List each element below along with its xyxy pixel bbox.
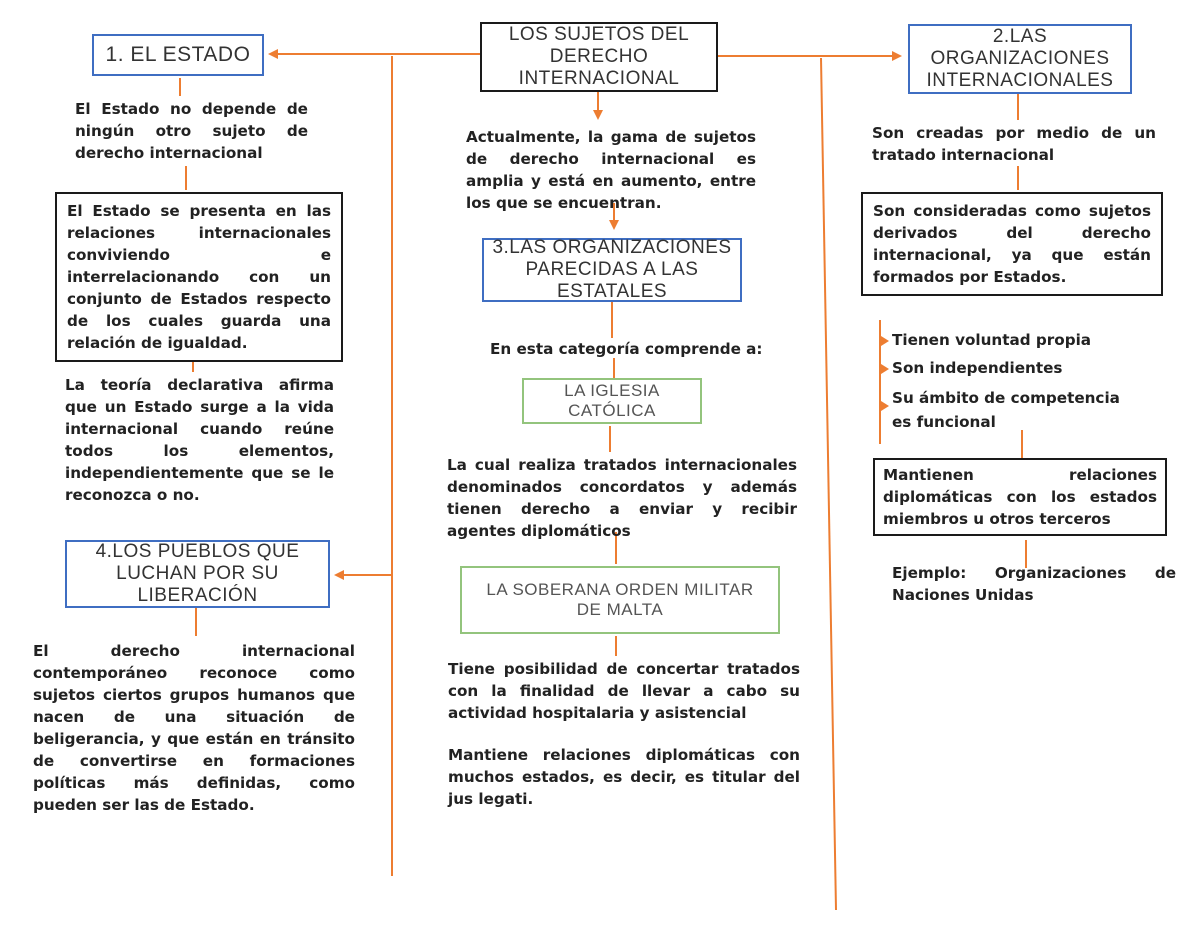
bullet-item: Son independientes (881, 358, 1062, 378)
pueblos-node (65, 540, 330, 608)
root-node (480, 22, 718, 92)
bullet-item: Tienen voluntad propia (881, 330, 1091, 350)
organizaciones-note-3: Mantienen relaciones diplomáticas con los estados miembros u otros terceros (873, 458, 1167, 536)
arrow-bullet-icon (881, 336, 889, 346)
pueblos-title: 4.LOS PUEBLOS QUE LUCHAN POR SU LIBERACIÓN (95, 541, 300, 606)
categoria-label: En esta categoría comprende a: (490, 340, 763, 358)
malta-note-2: Mantiene relaciones diplomáticas con muchos estados, es decir, es titular del jus legati. (448, 746, 800, 808)
estado-note-3: La teoría declarativa afirma que un Estado surge a la vida internacional cuando reúne todos los elementos, independientemente que se le reconozca o no. (65, 376, 334, 504)
arrow-bullet-icon (881, 364, 889, 374)
pueblos-note-1: El derecho internacional contemporáneo reconoce como sujetos ciertos grupos humanos que nacen de una situación de beligerancia, y que están en tránsito de convertirse en formaciones políticas más definidas, como pueden ser las de Estado. (33, 642, 355, 814)
vertical-line-right (821, 58, 836, 910)
iglesia-title: LA IGLESIA CATÓLICA (564, 381, 660, 420)
estado-title: 1. EL ESTADO (105, 42, 251, 66)
bullet-item: Su ámbito de competencia es funcional (881, 386, 1143, 434)
arrow-bullet-icon (881, 401, 889, 411)
malta-title: LA SOBERANA ORDEN MILITAR DE MALTA (486, 580, 754, 619)
estado-note-1: El Estado no depende de ningún otro sujeto de derecho internacional (75, 100, 308, 162)
organizaciones-title: 2.LAS ORGANIZACIONES INTERNACIONALES (926, 26, 1114, 91)
malta-note-1: Tiene posibilidad de concertar tratados con la finalidad de llevar a cabo su actividad hospitalaria y asistencial (448, 660, 800, 722)
root-title: LOS SUJETOS DEL DERECHO INTERNACIONAL (508, 24, 690, 89)
iglesia-note: La cual realiza tratados internacionales denominados concordatos y además tienen derecho a enviar y recibir agentes diplomáticos (447, 456, 797, 540)
ejemplo-text: Ejemplo: Organizaciones de Naciones Unidas (892, 564, 1176, 604)
iglesia-node (522, 378, 702, 424)
organizaciones-note-2: Son consideradas como sujetos derivados del derecho internacional, ya que están formados por Estados. (861, 192, 1163, 296)
parecidas-title: 3.LAS ORGANIZACIONES PARECIDAS A LAS ESTATALES (492, 237, 732, 302)
center-intro: Actualmente, la gama de sujetos de derecho internacional es amplia y está en aumento, entre los que se encuentran. (466, 128, 756, 212)
organizaciones-node (908, 24, 1132, 94)
parecidas-node (482, 238, 742, 302)
organizaciones-note-1: Son creadas por medio de un tratado internacional (872, 124, 1156, 164)
malta-node (460, 566, 780, 634)
estado-node (92, 34, 264, 76)
estado-note-2: El Estado se presenta en las relaciones internacionales conviviendo e interrelacionando con un conjunto de Estados respecto de los cuales guarda una relación de igualdad. (55, 192, 343, 362)
